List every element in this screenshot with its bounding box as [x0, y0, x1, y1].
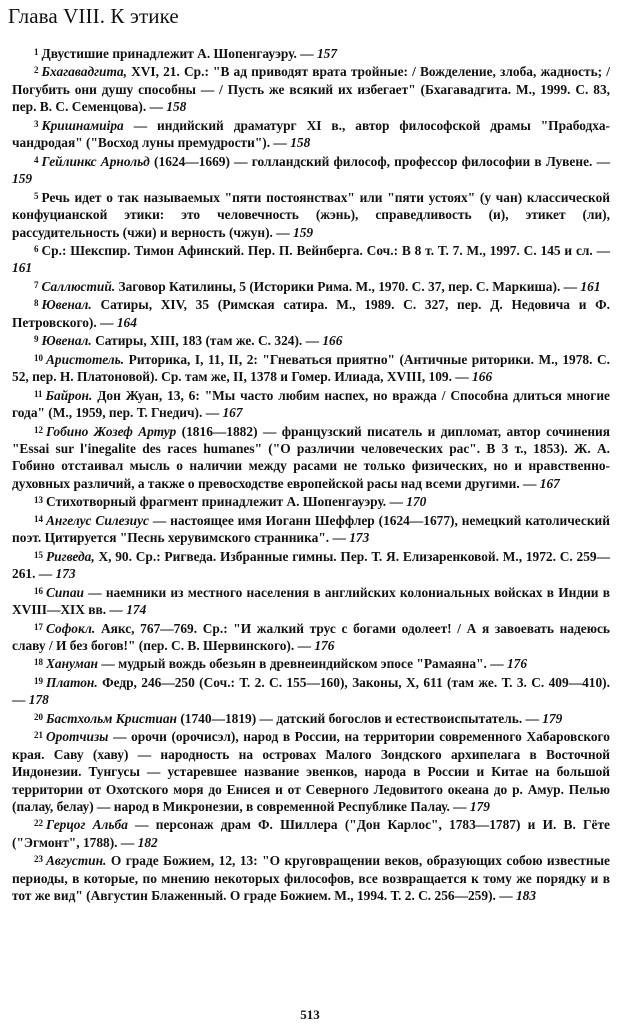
footnote-number: 16: [34, 585, 43, 596]
footnote: [12, 547, 610, 583]
footnote-number: 13: [34, 495, 43, 506]
footnote-page-ref: 167: [539, 475, 560, 491]
footnote-page-ref: 161: [12, 260, 33, 276]
footnote-subject: Сипаи: [46, 584, 84, 600]
footnote-number: 7: [34, 279, 39, 290]
footnote-subject: Хануман: [46, 656, 98, 672]
footnote-page-ref: 176: [314, 637, 335, 653]
footnote: [12, 277, 610, 295]
footnote-page-ref: 173: [349, 530, 370, 546]
footnote-page-ref: 166: [472, 369, 493, 385]
footnote-page-ref: 173: [55, 566, 76, 582]
footnote-number: 22: [34, 818, 43, 829]
footnote-page-ref: 157: [316, 46, 338, 61]
footnote-subject: Кришнамиipa: [41, 117, 124, 133]
footnote: [12, 331, 610, 349]
footnote-number: 2: [34, 65, 39, 76]
footnote: [12, 492, 610, 510]
footnote-subject: Аристотель.: [46, 351, 125, 367]
footnote-subject: Гейлинкс Арнольд: [41, 153, 150, 169]
footnote-page-ref: 170: [406, 494, 427, 510]
footnote-text: — персонаж драм Ф. Шиллера ("Дон Карлос", 1783—1787) и И. В. Гёте ("Эгмонт", 1788). —: [12, 817, 610, 850]
footnote-subject: Оротчизы: [46, 729, 109, 745]
footnote: [12, 511, 610, 547]
footnote: [12, 188, 610, 241]
footnote: [12, 583, 610, 619]
footnote-page-ref: 182: [137, 834, 158, 850]
footnote-text: Речь идет о так называемых "пяти постоянствах" или "пяти устоях" (у чан) классической конфуцианской этики: это человечность (жэнь), справедливость (и), этикет (ли), рассудительность (чжи) и верность (чжун). —: [12, 189, 610, 240]
footnote: [12, 116, 610, 152]
footnote-text: Аякс, 767—769. Ср.: "И жалкий трус с богами одолеет! / А я завоевать надеюсь славу / И без богов!" (пер. С. В. Шервинского). —: [12, 620, 610, 653]
footnote-number: 4: [34, 154, 39, 165]
footnote-subject: Ювенал.: [41, 297, 92, 313]
footnote-page-ref: 158: [166, 99, 187, 115]
footnote: [12, 152, 610, 188]
footnote-number: 15: [34, 549, 43, 560]
footnote-page-ref: 166: [322, 333, 343, 349]
footnote: [12, 654, 610, 672]
footnote-subject: Герцог Альба: [46, 817, 128, 833]
footnote: [12, 241, 610, 277]
footnote-text: — орочи (орочисэл), народ в России, на территории современного Хабаровского края. Саву (хаву) — народность на островах Малого Зондского архипелага в Восточной Индонезии. Тунгусы — устаревшее название эвенков, народа в России и Китае на большой территории от Охотского моря до Енисея и от Северного Ледовитого океана до р. Амур. Пелью (палау, белау) — народ в Микронезии, в современной Республике Палау. —: [12, 729, 610, 815]
footnote-number: 21: [34, 730, 43, 741]
footnote-number: 6: [34, 243, 39, 254]
footnote-page-ref: 183: [515, 888, 537, 904]
footnote-number: 23: [34, 854, 43, 865]
footnote: [12, 619, 610, 655]
footnote-text: Сатиры, XIV, 35 (Римская сатира. М., 1989. С. 327, пер. Д. Недовича и Ф. Петровского). —: [12, 297, 610, 330]
footnote-text: Федр, 246—250 (Соч.: Т. 2. С. 155—160), Законы, X, 611 (там же. Т. 3. С. 409—410). —: [12, 674, 610, 708]
footnote-page-ref: 159: [293, 224, 314, 240]
footnote-text: (1624—1669) — голландский философ, профессор философии в Лувене. —: [154, 153, 610, 169]
footnote-text: X, 90. Ср.: Ригведа. Избранные гимны. Пер. Т. Я. Елизаренковой. М., 1972. С. 259—261. —: [12, 548, 610, 582]
footnote: [12, 709, 610, 727]
footnote-number: 12: [34, 424, 43, 435]
footnote-text: Заговор Катилины, 5 (Историки Рима. М., 1970. С. 37, пер. С. Маркиша). —: [118, 278, 578, 294]
footnote-text: XVI, 21. Ср.: "В ад приводят врата тройные: / Вожделение, злоба, жадность; / Погубить они душу способны — / Пусть же всякий их избегает" (Бхагавадгита. М., 1999. С. 83, пер. В. С. Семенцова). —: [12, 64, 610, 115]
footnote-text: О граде Божием, 12, 13: "О круговращении веков, образующих собою известные периоды, в которые, по мнению некоторых философов, все возвращается к тому же порядку и в тот же вид" (Августин Блаженный. О граде Божием. М., 1994. Т. 2. С. 256—259). —: [12, 853, 610, 904]
footnote: [12, 295, 610, 331]
footnote-text: — мудрый вождь обезьян в древнеиндийском эпосе "Рамаяна". —: [101, 656, 504, 672]
footnote: [12, 62, 610, 115]
footnote-page-ref: 174: [126, 602, 147, 618]
page-title: Глава VIII. К этике: [8, 4, 179, 28]
footnote-number: 10: [34, 352, 43, 363]
footnote-page-ref: 158: [290, 135, 311, 151]
footnote-page-ref: 164: [116, 314, 137, 330]
footnote: [12, 851, 610, 904]
footnote-subject: Гобино Жозеф Артур: [46, 423, 177, 439]
footnote-page-ref: 179: [469, 799, 490, 815]
footnote: [12, 727, 610, 815]
footnote-text: (1816—1882) — французский писатель и дипломат, автор сочинения "Essai sur l'inegalite des races humanes" ("О различии человеческих рас". В 3 т., 1853). Ж. А. Гобино отстаивал мысль о наличии между расами не только физических, но и нравственно-духовных различий, а также о превосходстве европейской расы над всеми другими. —: [12, 423, 611, 491]
footnote-number: 8: [34, 298, 39, 309]
footnote-number: 11: [34, 388, 43, 399]
footnote-text: Двустишие принадлежит А. Шопенгауэру. —: [41, 46, 314, 61]
footnote-number: 18: [34, 657, 43, 668]
footnote-number: 20: [34, 711, 43, 722]
footnote-subject: Ригведа,: [46, 548, 95, 564]
page-number: 513: [300, 1007, 320, 1022]
footnote-number: 3: [34, 118, 39, 129]
footnote-text: (1740—1819) — датский богослов и естествоиспытатель. —: [180, 710, 539, 726]
footnote: [12, 673, 610, 709]
footnote-subject: Ювенал.: [41, 333, 92, 349]
footnotes-list: [12, 44, 610, 905]
footnote-page-ref: 161: [580, 278, 601, 294]
footnote-subject: Августин.: [46, 853, 107, 869]
footnote-number: 5: [34, 190, 39, 201]
footnote-text: Ср.: Шекспир. Тимон Афинский. Пер. П. Вейнберга. Соч.: В 8 т. Т. 7. М., 1997. С. 145 и сл. —: [41, 242, 610, 258]
footnote: [12, 386, 610, 422]
footnote-page-ref: 167: [222, 405, 243, 421]
footnote-page-ref: 179: [542, 710, 563, 726]
footnote-subject: Байрон.: [45, 387, 93, 403]
footnote-subject: Бхагавадгита,: [41, 64, 127, 80]
footnote: [12, 422, 610, 493]
footnote-number: 17: [34, 621, 43, 632]
footnote-text: Сатиры, XIII, 183 (там же. С. 324). —: [95, 333, 319, 349]
footnote: [12, 815, 610, 851]
footnote-page-ref: 178: [28, 692, 49, 708]
footnote: [12, 350, 610, 386]
footnote-text: Риторика, I, 11, II, 2: "Гневаться приятно" (Античные риторики. М., 1978. С. 52, пер. Н. Платоновой). Ср. там же, II, 1378 и Гомер. Илиада, XVIII, 109. —: [12, 351, 610, 385]
footnote-page-ref: 159: [12, 171, 33, 187]
footnote-number: 14: [34, 513, 43, 524]
footnote-subject: Софокл.: [46, 620, 96, 636]
footnote-subject: Платон.: [46, 674, 98, 690]
footnote-text: — настоящее имя Иоганн Шеффлер (1624—1677), немецкий католический поэт. Цитируется "Песнь херувимского странника". —: [12, 512, 610, 546]
footnote-text: Дон Жуан, 13, 6: "Мы часто любим наспех, но вражда / Способна длиться многие года" (М., 1959, пер. Т. Гнедич). —: [12, 387, 610, 421]
footnote: [12, 44, 610, 62]
footnote-number: 9: [34, 334, 39, 345]
footnote-number: 19: [34, 675, 43, 686]
footnote-number: 1: [34, 47, 39, 57]
footnote-text: — наемники из местного населения в английских колониальных войсках в Индии в XVIII—XIX вв. —: [12, 584, 610, 618]
footnote-subject: Ангелус Силезиус: [46, 512, 149, 528]
footnote-text: — индийский драматург XI в., автор философской драмы "Прабодха-чандродая" ("Восход луны премудрости"). —: [12, 117, 610, 151]
footnote-subject: Саллюстий.: [41, 278, 116, 294]
footnote-page-ref: 176: [506, 656, 528, 672]
footnote-text: Стихотворный фрагмент принадлежит А. Шопенгауэру. —: [46, 494, 403, 510]
footnote-subject: Бастхольм Кристиан: [46, 710, 177, 726]
